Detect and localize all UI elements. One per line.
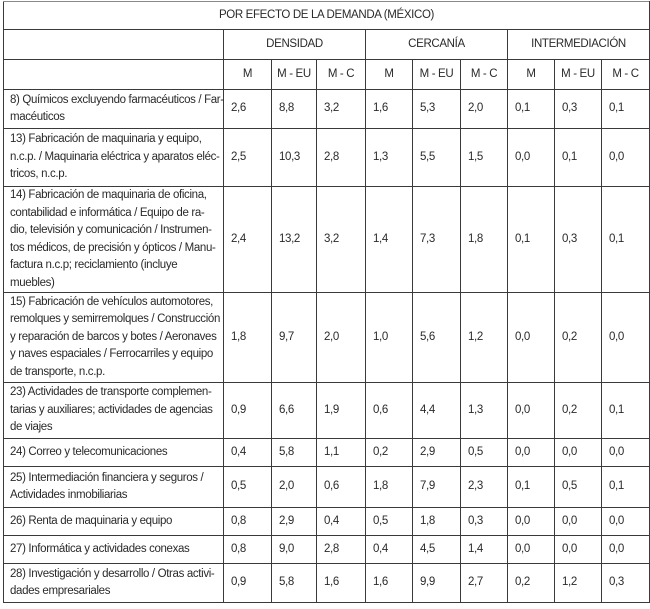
value-cell: 0,2 [555, 293, 602, 383]
group-header-intermediacion: INTERMEDIACIÓN [508, 30, 650, 60]
value-cell: 0,2 [508, 564, 555, 603]
value-cell: 1,2 [461, 293, 508, 383]
row-label [4, 90, 224, 129]
value-cell: 1,8 [413, 508, 461, 536]
value-cell: 0,1 [555, 129, 602, 187]
value-cell: 0,0 [508, 508, 555, 536]
value-cell: 1,3 [461, 383, 508, 439]
value-cell: 2,8 [317, 536, 366, 564]
subheader-cell: M [508, 60, 555, 90]
value-cell: 0,5 [461, 439, 508, 467]
value-cell: 0,1 [508, 187, 555, 293]
value-cell: 0,4 [224, 439, 272, 467]
value-cell: 0,2 [555, 383, 602, 439]
row-label [4, 508, 224, 536]
value-cell: 1,8 [461, 187, 508, 293]
value-cell: 0,1 [602, 90, 650, 129]
row-label-line: 13) Fabricación de maquinaria y equipo, [10, 133, 202, 146]
table-row [4, 508, 650, 536]
value-cell: 0,5 [224, 467, 272, 508]
value-cell: 0,0 [602, 439, 650, 467]
value-cell: 1,3 [366, 129, 413, 187]
value-cell: 0,0 [555, 508, 602, 536]
row-label [4, 564, 224, 603]
subheader-cell: M - C [317, 60, 366, 90]
value-cell: 5,3 [413, 90, 461, 129]
row-label-line: 26) Renta de maquinaria y equipo [10, 514, 173, 527]
value-cell: 0,1 [602, 383, 650, 439]
table-row [4, 564, 650, 603]
value-cell: 0,0 [508, 383, 555, 439]
value-cell: 9,0 [272, 536, 317, 564]
row-label-line: y naves espaciales / Ferrocarriles y equipo [10, 348, 213, 361]
value-cell: 2,7 [461, 564, 508, 603]
row-label [4, 467, 224, 508]
value-cell: 1,1 [317, 439, 366, 467]
row-label-line: de transporte, n.c.p. [10, 365, 105, 378]
row-label-line: factura n.c.p; reciclamiento (incluye [10, 259, 178, 271]
row-label-line: 28) Investigación y desarrollo / Otras activi- [10, 567, 215, 580]
subheader-cell: M - EU [413, 60, 461, 90]
table-row [4, 467, 650, 508]
value-cell: 0,1 [508, 467, 555, 508]
value-cell: 0,0 [602, 508, 650, 536]
value-cell: 0,1 [508, 90, 555, 129]
value-cell: 9,9 [413, 564, 461, 603]
value-cell: 2,4 [224, 187, 272, 293]
row-label [4, 536, 224, 564]
value-cell: 1,2 [555, 564, 602, 603]
value-cell: 0,1 [602, 467, 650, 508]
row-label [4, 129, 224, 187]
value-cell: 1,6 [317, 564, 366, 603]
value-cell: 5,8 [272, 564, 317, 603]
value-cell: 0,0 [555, 439, 602, 467]
value-cell: 8,8 [272, 90, 317, 129]
value-cell: 2,8 [317, 129, 366, 187]
row-label-line: 8) Químicos excluyendo farmacéuticos / Far- [10, 93, 224, 106]
table-row [4, 439, 650, 467]
table-row [4, 129, 650, 187]
subheader-cell: M - EU [555, 60, 602, 90]
row-label-line: tricos, n.c.p. [10, 168, 68, 181]
value-cell: 2,5 [224, 129, 272, 187]
demand-effect-table [3, 1, 650, 603]
row-label-line: dades empresariales [10, 585, 111, 597]
row-label-line: tos médicos, de precisión y ópticos / Manu- [10, 241, 216, 254]
row-label-line: 15) Fabricación de vehículos automotores, [10, 295, 213, 308]
value-cell: 5,5 [413, 129, 461, 187]
value-cell: 0,3 [555, 187, 602, 293]
value-cell: 2,9 [272, 508, 317, 536]
value-cell: 0,4 [317, 508, 366, 536]
value-cell: 2,0 [461, 90, 508, 129]
value-cell: 0,8 [224, 508, 272, 536]
value-cell: 0,9 [224, 564, 272, 603]
table-title: POR EFECTO DE LA DEMANDA (MÉXICO) [4, 2, 650, 30]
subheader-cell: M - C [602, 60, 650, 90]
subheader-cell: M - C [461, 60, 508, 90]
row-label [4, 383, 224, 439]
value-cell: 0,5 [555, 467, 602, 508]
value-cell: 4,5 [413, 536, 461, 564]
row-label-line: de viajes [10, 421, 53, 434]
value-cell: 0,5 [366, 508, 413, 536]
row-label-line: dio, televisión y comunicación / Instrumen- [10, 224, 212, 236]
value-cell: 0,6 [366, 383, 413, 439]
value-cell: 0,0 [602, 129, 650, 187]
subheader-row [4, 60, 650, 90]
value-cell: 0,0 [508, 536, 555, 564]
value-cell: 5,6 [413, 293, 461, 383]
value-cell: 0,2 [366, 439, 413, 467]
value-cell: 9,7 [272, 293, 317, 383]
value-cell: 4,4 [413, 383, 461, 439]
row-label [4, 187, 224, 293]
value-cell: 10,3 [272, 129, 317, 187]
table-row [4, 90, 650, 129]
row-label-line: 23) Actividades de transporte complemen- [10, 386, 212, 399]
row-label [4, 293, 224, 383]
value-cell: 0,0 [555, 536, 602, 564]
value-cell: 0,0 [602, 536, 650, 564]
row-label-line: 27) Informática y actividades conexas [10, 542, 190, 555]
row-label-line: macéuticos [10, 111, 65, 123]
row-label-line: tarias y auxiliares; actividades de agencias [10, 403, 213, 416]
table-row [4, 187, 650, 293]
value-cell: 0,0 [508, 293, 555, 383]
value-cell: 1,4 [366, 187, 413, 293]
value-cell: 2,9 [413, 439, 461, 467]
value-cell: 13,2 [272, 187, 317, 293]
value-cell: 0,0 [508, 439, 555, 467]
value-cell: 0,4 [366, 536, 413, 564]
value-cell: 0,9 [224, 383, 272, 439]
row-label-line: remolques y semirremolques / Construcción [10, 313, 220, 326]
value-cell: 1,9 [317, 383, 366, 439]
subheader-cell: M [224, 60, 272, 90]
row-label-line: n.c.p. / Maquinaria eléctrica y aparatos eléc- [10, 150, 220, 163]
empty-header-cell [4, 30, 224, 60]
value-cell: 0,0 [602, 293, 650, 383]
value-cell: 2,0 [317, 293, 366, 383]
row-label-line: contabilidad e informática / Equipo de ra- [10, 206, 205, 219]
subheader-cell: M [366, 60, 413, 90]
value-cell: 2,3 [461, 467, 508, 508]
empty-subheader-cell [4, 60, 224, 90]
row-label-line: Actividades inmobiliarias [10, 489, 128, 501]
row-label-line: 24) Correo y telecomunicaciones [10, 445, 168, 458]
row-label-line: 14) Fabricación de maquinaria de oficina, [10, 189, 207, 201]
value-cell: 1,8 [366, 467, 413, 508]
value-cell: 0,6 [317, 467, 366, 508]
value-cell: 7,9 [413, 467, 461, 508]
group-header-densidad: DENSIDAD [224, 30, 366, 60]
subheader-cell: M - EU [272, 60, 317, 90]
value-cell: 1,8 [224, 293, 272, 383]
row-label [4, 439, 224, 467]
value-cell: 0,3 [602, 564, 650, 603]
group-header-cercania: CERCANÍA [366, 30, 508, 60]
value-cell: 3,2 [317, 90, 366, 129]
value-cell: 7,3 [413, 187, 461, 293]
value-cell: 1,4 [461, 536, 508, 564]
value-cell: 2,6 [224, 90, 272, 129]
value-cell: 0,3 [555, 90, 602, 129]
title-row [4, 2, 650, 30]
value-cell: 3,2 [317, 187, 366, 293]
value-cell: 0,1 [602, 187, 650, 293]
value-cell: 0,0 [508, 129, 555, 187]
value-cell: 1,0 [366, 293, 413, 383]
value-cell: 0,3 [461, 508, 508, 536]
table-row [4, 383, 650, 439]
value-cell: 1,5 [461, 129, 508, 187]
table-row [4, 536, 650, 564]
value-cell: 5,8 [272, 439, 317, 467]
row-label-line: muebles) [10, 276, 55, 289]
value-cell: 0,8 [224, 536, 272, 564]
table-row [4, 293, 650, 383]
value-cell: 1,6 [366, 90, 413, 129]
value-cell: 6,6 [272, 383, 317, 439]
group-header-row [4, 30, 650, 60]
row-label-line: 25) Intermediación financiera y seguros / [10, 471, 204, 484]
value-cell: 2,0 [272, 467, 317, 508]
row-label-line: y reparación de barcos y botes / Aeronaves [10, 330, 217, 343]
value-cell: 1,6 [366, 564, 413, 603]
